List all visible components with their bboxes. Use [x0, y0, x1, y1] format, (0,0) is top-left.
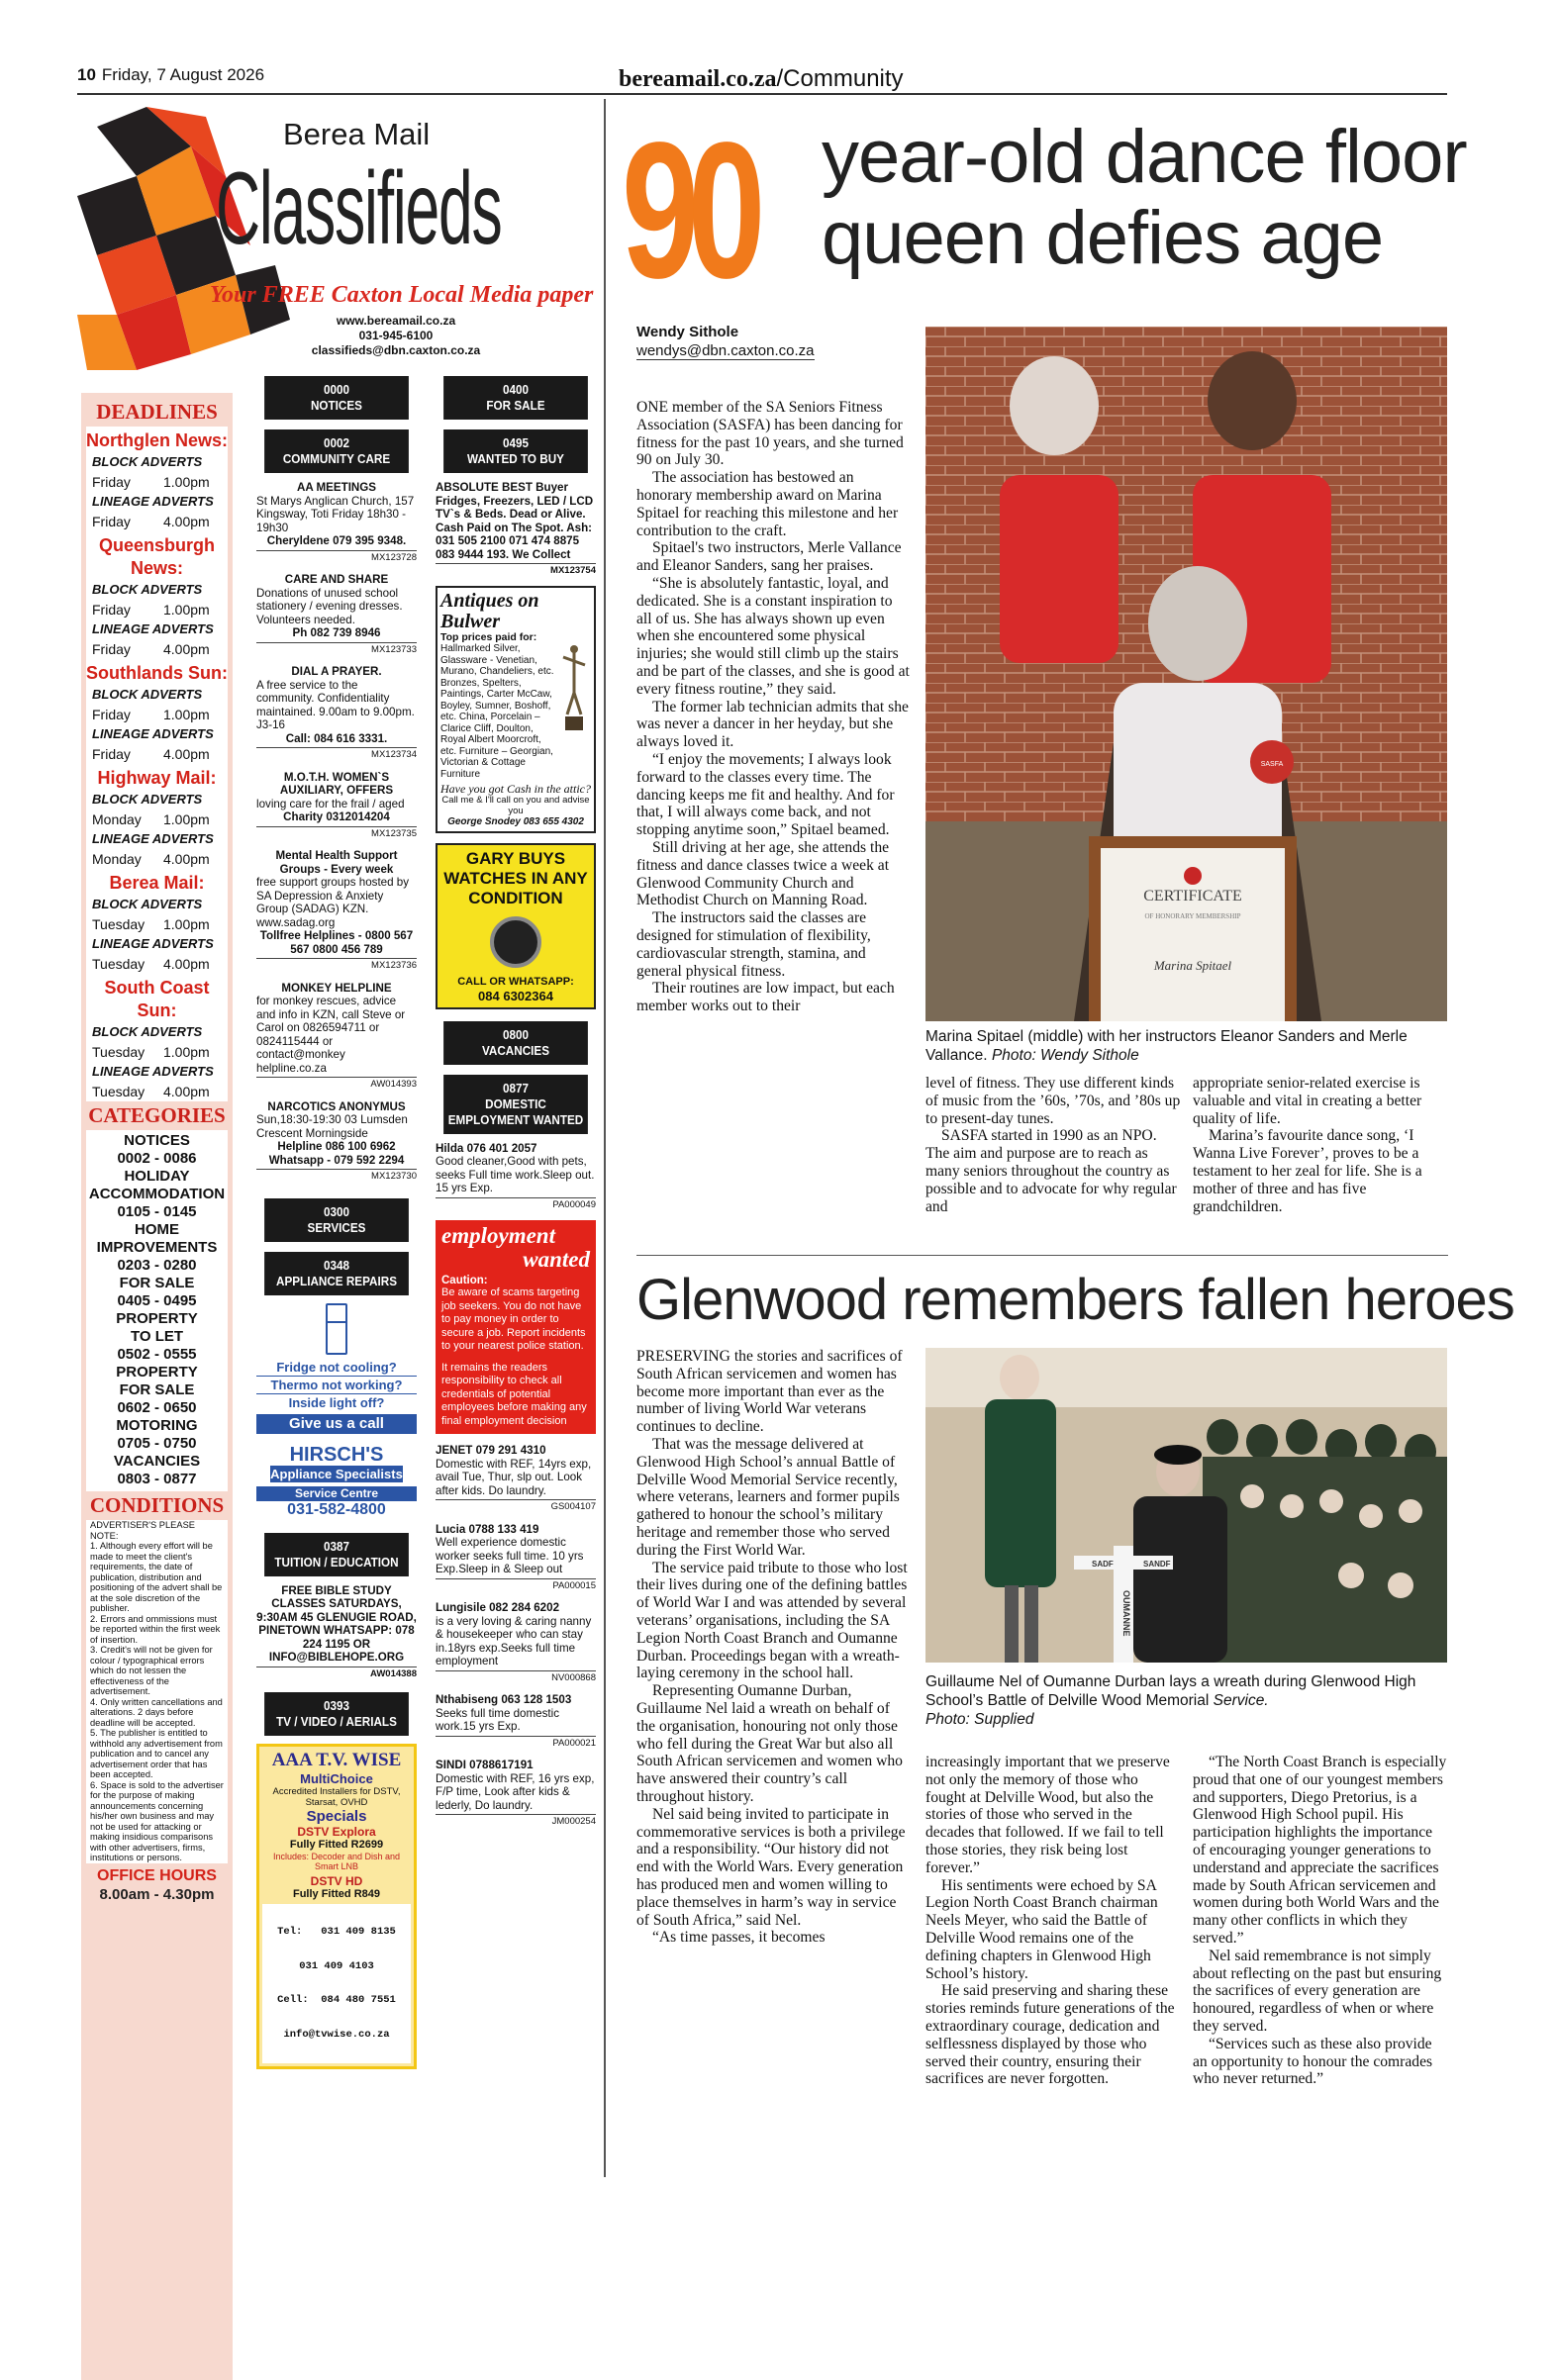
- deadline-day: Tuesday: [92, 916, 146, 932]
- paper-name: Southlands Sun:: [86, 663, 228, 683]
- deadline-time: 4.00pm: [163, 956, 210, 972]
- hirsch-line-2: Thermo not working?: [256, 1376, 417, 1393]
- gary-call: CALL OR WHATSAPP:: [457, 975, 574, 988]
- deadline-day: Monday: [92, 851, 142, 867]
- ad-text: Donations of unused school stationery / evening dresses. Volunteers needed.: [256, 586, 403, 626]
- ad-title: DIAL A PRAYER.: [291, 665, 382, 678]
- category-item: FOR SALE: [119, 1275, 195, 1291]
- worker-name: Lucia 0788 133 419: [436, 1522, 539, 1536]
- headline-1-line-1: year-old dance floor: [822, 115, 1467, 199]
- domestic-ad: [436, 1601, 596, 1684]
- antiques-top: Top prices paid for:: [440, 630, 537, 643]
- category-item: MOTORING: [116, 1417, 198, 1434]
- paper-name: Northglen News:: [86, 430, 229, 450]
- tvwise-email[interactable]: info@tvwise.co.za: [283, 2028, 390, 2041]
- tvwise-p1-includes: Includes: Decoder and Dish and Smart LNB: [272, 1852, 401, 1871]
- seniors-photo-illustration: [925, 327, 1447, 1021]
- category-item: 0105 - 0145: [117, 1203, 197, 1220]
- deadline-row: [86, 1042, 228, 1062]
- section-appliance-repairs: 0348 APPLIANCE REPAIRS: [264, 1252, 409, 1295]
- section-for-sale: 0400 FOR SALE: [443, 376, 588, 420]
- worker-reference: PA000021: [436, 1736, 596, 1751]
- logo-tagline: Your FREE Caxton Local Media paper: [210, 282, 594, 308]
- hirsch-call: Give us a call: [256, 1414, 417, 1434]
- caption-credit: Photo: Wendy Sithole: [991, 1047, 1139, 1064]
- tvwise-tel2: 031 409 4103: [299, 1959, 374, 1972]
- page-header-right: [619, 65, 904, 93]
- ad-text: for monkey rescues, advice and info in KZN, call Steve or Carol on 0826594711 or 0824115444 or contact@monkey helpline.co.za: [256, 995, 406, 1075]
- ad-title: Mental Health Support Groups - Every week: [275, 849, 398, 876]
- paper-name: Queensburgh News:: [98, 535, 215, 578]
- article-paragraph: appropriate senior-related exercise is valuable and vital in creating a better quality of life.: [1193, 1075, 1422, 1127]
- community-ad: [256, 849, 417, 973]
- community-ad: [256, 481, 417, 564]
- deadline-row: [86, 1082, 228, 1101]
- office-hours-times: 8.00am - 4.30pm: [99, 1885, 215, 1903]
- community-ad: [256, 665, 417, 762]
- ad-contact: Ph 082 739 8946: [292, 626, 381, 639]
- antiques-call: Call me & I'll call on you and advise you: [441, 795, 590, 816]
- deadline-row: [86, 639, 228, 659]
- deadline-paper: [86, 427, 228, 531]
- headline-2: Glenwood remembers fallen heroes: [636, 1268, 1514, 1332]
- memorial-photo-illustration: [925, 1348, 1447, 1663]
- tvwise-multichoice: MultiChoice: [300, 1771, 373, 1786]
- logo-brand: Berea Mail: [283, 117, 431, 151]
- caption-2-text: Guillaume Nel of Oumanne Durban lays a wreath during Glenwood High School’s Battle of Delville Wood Memorial: [925, 1673, 1416, 1709]
- article-paragraph: The instructors said the classes are designed for stimulation of flexibility, cardiovascular strength, stamina, and general physical fitness.: [636, 909, 871, 980]
- deadline-day: Monday: [92, 811, 142, 827]
- tvwise-cell: Cell: 084 480 7551: [277, 1994, 396, 2006]
- article-paragraph: Spitael's two instructors, Merle Vallance and Eleanor Sanders, sang her praises.: [636, 539, 902, 575]
- logo-contacts: [297, 314, 495, 358]
- worker-text: Good cleaner,Good with pets, seeks Full time work.Sleep out. 15 yrs Exp.: [436, 1155, 595, 1194]
- article-1-col-3: [1193, 1075, 1448, 1215]
- article-paragraph: SASFA started in 1990 as an NPO. The aim and purpose are to reach as many seniors throughout the country as possible and to advocate for why regular and: [925, 1127, 1177, 1215]
- section-wanted-to-buy: 0495 WANTED TO BUY: [443, 429, 588, 473]
- deadline-time: 1.00pm: [163, 916, 210, 932]
- cross-word: OUMANNE: [1121, 1590, 1131, 1637]
- category-item: 0705 - 0750: [117, 1435, 197, 1452]
- worker-text: Seeks full time domestic work.15 yrs Exp.: [436, 1706, 560, 1733]
- ad-reference: MX123734: [256, 747, 417, 762]
- deadline-row: [86, 705, 228, 724]
- section-tuition: 0387 TUITION / EDUCATION: [264, 1533, 409, 1576]
- header-rule: [77, 93, 1447, 95]
- deadline-day: BLOCK ADVERTS: [92, 454, 203, 469]
- deadline-day: BLOCK ADVERTS: [92, 897, 203, 911]
- byline: [636, 323, 815, 360]
- community-ad: [256, 573, 417, 656]
- category-item: 0502 - 0555: [117, 1346, 197, 1363]
- article-paragraph: Their routines are low impact, but each member works out to their: [636, 980, 895, 1015]
- employment-title-1: employment: [441, 1223, 555, 1248]
- tvwise-brand: AAA T.V. WISE: [271, 1750, 402, 1770]
- article-1-caption: [925, 1027, 1447, 1065]
- ad-contact: Tollfree Helplines - 0800 567 567 0800 456 789: [259, 929, 414, 956]
- deadline-day: Tuesday: [92, 1044, 146, 1060]
- hirsch-line-3: Inside light off?: [256, 1393, 417, 1411]
- domestic-ads-b: [436, 1444, 596, 1829]
- deadline-paper: [86, 974, 228, 1101]
- deadline-row: [86, 809, 228, 829]
- article-2-caption: [925, 1672, 1447, 1729]
- category-item: PROPERTY: [116, 1364, 198, 1380]
- worker-reference: PA000015: [436, 1578, 596, 1593]
- page-number: 10: [77, 65, 96, 84]
- tvwise-p2-price: Fully Fitted R849: [292, 1888, 381, 1900]
- worker-text: is a very loving & caring nanny & housekeeper who can stay in.18yrs exp.Seeks full time employment: [436, 1614, 592, 1667]
- worker-text: Domestic with REF, 14yrs exp, avail Tue, Thur, slp out. Look after kids. Do laundry.: [436, 1457, 592, 1497]
- section-domestic-wanted: 0877 DOMESTIC EMPLOYMENT WANTED: [443, 1075, 588, 1134]
- page-header-left: [77, 65, 264, 85]
- cross-label-right: SANDF: [1143, 1560, 1171, 1569]
- contact-website[interactable]: www.bereamail.co.za: [336, 314, 456, 328]
- category-list: [86, 1130, 228, 1491]
- deadline-row: [86, 849, 228, 869]
- ad-text: St Marys Anglican Church, 157 Kingsway, Toti Friday 18h30 - 19h30: [256, 494, 415, 534]
- deadline-row: [86, 934, 228, 954]
- article-paragraph: Still driving at her age, she attends the fitness and dance classes twice a week at Glenwood Community Church and Methodist Church on Manning Road.: [636, 838, 890, 909]
- worker-name: Lungisile 082 284 6202: [436, 1601, 560, 1614]
- deadline-time: 1.00pm: [163, 602, 210, 618]
- domestic-ad: [436, 1444, 596, 1514]
- article-paragraph: ONE member of the SA Seniors Fitness Association (SASFA) has been dancing for fitness for the past 10 years, and she turned 90 on July 30.: [636, 399, 904, 469]
- ad-contact: Charity 0312014204: [283, 810, 390, 823]
- deadline-time: 1.00pm: [163, 1044, 210, 1060]
- categories-heading: CATEGORIES: [86, 1101, 228, 1130]
- fridge-icon: [326, 1303, 347, 1355]
- antiques-title: Antiques on Bulwer: [440, 589, 539, 632]
- deadline-time: 1.00pm: [163, 811, 210, 827]
- worker-text: Domestic with REF, 16 yrs exp, F/P time, Look after kids & lederly, Do laundry.: [436, 1771, 595, 1812]
- tvwise-p2: DSTV HD: [310, 1874, 363, 1888]
- article-paragraph: Representing Oumanne Durban, Guillaume Nel laid a wreath on behalf of the organisation, honouring not only those who fell during the Great War but also all South African servicemen and women who have answered their country’s call throughout history.: [636, 1682, 903, 1805]
- contact-phone: 031-945-6100: [358, 329, 434, 342]
- hirsch-phone: 031-582-4800: [287, 1500, 386, 1518]
- author-email[interactable]: wendys@dbn.caxton.co.za: [636, 342, 815, 359]
- deadlines-heading: DEADLINES: [86, 398, 228, 427]
- deadline-row: [86, 790, 228, 809]
- deadlines-inner: [86, 398, 228, 1908]
- category-item: 0405 - 0495: [117, 1292, 197, 1309]
- cross-label-left: SADF: [1092, 1560, 1114, 1569]
- hirsch-sub: Appliance Specialists: [270, 1466, 403, 1481]
- hirsch-line-1: Fridge not cooling?: [276, 1359, 397, 1375]
- ad-contact: Helpline 086 100 6962 Whatsapp - 079 592 2294: [268, 1140, 405, 1167]
- ad-title: CARE AND SHARE: [284, 573, 389, 586]
- article-paragraph: He said preserving and sharing these stories reminds future generations of the extraordinary courage, dedication and selflessness displayed by those who served their country, ensuring their sacrifices are never forgotten.: [925, 1982, 1175, 2088]
- cert-subtitle: OF HONORARY MEMBERSHIP: [1144, 912, 1241, 920]
- domestic-ad: [436, 1523, 596, 1593]
- deadline-day: BLOCK ADVERTS: [92, 792, 203, 807]
- deadline-paper: [86, 659, 228, 764]
- tvwise-tel: Tel: 031 409 8135: [277, 1926, 396, 1938]
- ad-reference: MX123733: [256, 642, 417, 657]
- gary-buys-ad[interactable]: [436, 843, 596, 1009]
- category-item: NOTICES: [124, 1132, 190, 1149]
- article-paragraph: Nel said being invited to participate in commemorative services is both a privilege and a responsibility. “Our history did not end with the World Wars. Every generation has produced men and women willing to place themselves in harm’s way in service of South Africa,” said Nel.: [636, 1805, 906, 1929]
- tvwise-p1: DSTV Explora: [297, 1825, 376, 1839]
- deadline-day: Friday: [92, 514, 131, 529]
- category-item: 0002 - 0086: [117, 1150, 197, 1167]
- contact-email[interactable]: classifieds@dbn.caxton.co.za: [311, 343, 481, 357]
- community-ads: [256, 481, 417, 1184]
- deadline-paper: [86, 764, 228, 869]
- antiques-question: Have you got Cash in the attic?: [440, 782, 591, 796]
- category-item: ACCOMMODATION: [88, 1186, 226, 1202]
- deadline-day: LINEAGE ADVERTS: [92, 621, 214, 636]
- article-paragraph: Marina’s favourite dance song, ‘I Wanna Live Forever’, proves to be a testament to her zeal for life. She is a mother of three and has five grandchildren.: [1193, 1127, 1422, 1215]
- deadline-day: LINEAGE ADVERTS: [92, 831, 214, 846]
- office-hours: [86, 1863, 228, 1908]
- deadline-row: [86, 492, 228, 512]
- ad-text: loving care for the frail / aged: [256, 797, 405, 810]
- tvwise-p1-price: Fully Fitted R2699: [289, 1839, 384, 1851]
- article-paragraph: level of fitness. They use different kinds of music from the ’60s, ’70s, and ’80s up to present-day tunes.: [925, 1075, 1181, 1127]
- site-link[interactable]: bereamail.co.za: [619, 66, 777, 92]
- article-paragraph: The former lab technician admits that she was never a dancer in her heyday, but she always loved it.: [636, 698, 909, 751]
- cert-name: Marina Spitael: [1153, 958, 1232, 973]
- deadline-row: [86, 954, 228, 974]
- logo-title: Classifieds: [216, 151, 502, 266]
- ad-reference: MX123736: [256, 958, 417, 973]
- tvwise-installers: Accredited Installers for DSTV, Starsat, OVHD: [272, 1786, 401, 1808]
- deadline-row: [86, 1022, 228, 1042]
- deadline-day: LINEAGE ADVERTS: [92, 936, 214, 951]
- deadline-row: [86, 895, 228, 914]
- article-paragraph: PRESERVING the stories and sacrifices of South African servicemen and women has become more important than ever as the number of living World War veterans continues to decline.: [636, 1348, 903, 1436]
- caption-2-credit: Photo: Supplied: [925, 1711, 1034, 1728]
- deadline-day: Tuesday: [92, 1084, 146, 1099]
- category-item: HOME: [135, 1221, 179, 1238]
- deadline-row: [86, 600, 228, 619]
- bible-study-ad: FREE BIBLE STUDY CLASSES SATURDAYS, 9:30AM 45 GLENUGIE ROAD, PINETOWN WHATSAPP: 078 224 1195 OR INFO@BIBLEHOPE.ORG AW014388: [256, 1583, 417, 1679]
- article-paragraph: “The North Coast Branch is especially proud that one of our youngest members and supporters, Diego Pretorius, is a Glenwood High School pupil. His participation highlights the importance of encouraging younger generations to understand and appreciate the sacrifices made by South African servicemen and women during both World Wars and the many other conflicts in which they served.”: [1193, 1754, 1447, 1947]
- sasfa-badge: SASFA: [1260, 761, 1284, 768]
- article-paragraph: That was the message delivered at Glenwood High School’s annual Battle of Delville Wood Memorial Service recently, where veterans, learners and former pupils gathered to honour the school’s military heritage and remember those who served during the First World War.: [636, 1435, 900, 1559]
- headline-number: 90: [622, 102, 754, 319]
- deadline-row: [86, 1062, 228, 1082]
- deadline-time: 4.00pm: [163, 641, 210, 657]
- deadline-row: [86, 452, 228, 472]
- deadline-row: [86, 685, 228, 705]
- article-1-col-2: [925, 1075, 1181, 1215]
- article-paragraph: Nel said remembrance is not simply about reflecting on the past but ensuring the sacrifices of every generation are honoured, regardless of when or where they served.: [1193, 1947, 1442, 2035]
- worker-reference: JM000254: [436, 1814, 596, 1829]
- deadline-row: [86, 914, 228, 934]
- deadline-row: [86, 724, 228, 744]
- domestic-ad: [436, 1759, 596, 1829]
- deadline-paper: [86, 531, 228, 659]
- section-services: 0300 SERVICES: [264, 1198, 409, 1242]
- article-2-photo: [925, 1348, 1447, 1663]
- deadline-paper: [86, 869, 228, 974]
- ad-text: Sun,18:30-19:30 03 Lumsden Crescent Morningside: [256, 1113, 408, 1140]
- deadline-time: 1.00pm: [163, 474, 210, 490]
- article-paragraph: The service paid tribute to those who lost their lives during one of the defining battles of World War I and was attended by several veterans’ organisations, including the SA Legion North Coast Branch and Oumanne Durban. Proceedings began with a wreath-laying ceremony in the school hall.: [636, 1559, 908, 1682]
- deadline-time: 4.00pm: [163, 514, 210, 529]
- deadline-day: Tuesday: [92, 956, 146, 972]
- deadline-row: [86, 580, 228, 600]
- domestic-ad: [436, 1693, 596, 1750]
- category-item: 0203 - 0280: [117, 1257, 197, 1274]
- hirsch-service-centre: Service Centre: [256, 1486, 417, 1501]
- worker-reference: GS004107: [436, 1499, 596, 1514]
- ad-title: AA MEETINGS: [296, 481, 377, 494]
- employment-title-2: wanted: [523, 1247, 590, 1272]
- conditions-heading: CONDITIONS: [86, 1491, 228, 1520]
- article-2-col-1: [636, 1348, 910, 1947]
- deadline-row: [86, 472, 228, 492]
- gary-phone: 084 6302364: [478, 988, 553, 1003]
- hirsch-ad[interactable]: [256, 1303, 417, 1519]
- antiques-contact: George Snodey 083 655 4302: [447, 816, 584, 827]
- paper-name: Berea Mail:: [109, 873, 205, 893]
- caption-2-end: Service.: [1213, 1692, 1269, 1709]
- ad-title: NARCOTICS ANONYMUS: [267, 1099, 406, 1113]
- cert-title: CERTIFICATE: [1143, 888, 1242, 904]
- article-1-photo: [925, 327, 1447, 1021]
- category-item: FOR SALE: [119, 1381, 195, 1398]
- deadline-day: BLOCK ADVERTS: [92, 687, 203, 702]
- section-community-care: 0002 COMMUNITY CARE: [264, 429, 409, 473]
- ad-reference: MX123728: [256, 550, 417, 565]
- issue-date: Friday, 7 August 2026: [101, 65, 265, 84]
- deadline-time: 1.00pm: [163, 707, 210, 722]
- deadline-row: [86, 619, 228, 639]
- deadline-day: BLOCK ADVERTS: [92, 1024, 203, 1039]
- deadline-day: BLOCK ADVERTS: [92, 582, 203, 597]
- statue-icon: [557, 643, 591, 780]
- classifieds-column-1: [256, 376, 417, 2069]
- ad-contact: Call: 084 616 3331.: [285, 731, 388, 745]
- article-paragraph: “As time passes, it becomes: [652, 1929, 826, 1947]
- watch-icon: [490, 916, 541, 968]
- deadline-day: Friday: [92, 641, 131, 657]
- tv-wise-ad[interactable]: [256, 1744, 417, 2069]
- column-divider: [604, 99, 606, 2177]
- article-paragraph: “She is absolutely fantastic, loyal, and dedicated. She is a constant inspiration to all of us. She has always shown up even when she encountered some physical injuries; she would still climb up the stairs and be part of the classes, and she is good at every fitness routine,” they said.: [636, 574, 910, 698]
- deadline-time: 4.00pm: [163, 851, 210, 867]
- deadline-row: [86, 744, 228, 764]
- classifieds-column-2: [436, 376, 596, 1838]
- deadline-day: Friday: [92, 707, 131, 722]
- gary-title: GARY BUYS WATCHES IN ANY CONDITION: [443, 848, 588, 907]
- article-2-col-2: [925, 1754, 1181, 2088]
- employment-caution: Caution:: [441, 1275, 488, 1286]
- deadline-day: LINEAGE ADVERTS: [92, 1064, 214, 1079]
- absolute-best-ad: ABSOLUTE BEST Buyer Fridges, Freezers, LED / LCD TV`s & Beds. Dead or Alive. Cash Paid on The Spot. Ash: 031 505 2100 071 474 8875 083 9444 193. We Collect MX123754: [436, 481, 596, 576]
- category-item: TO LET: [130, 1328, 184, 1345]
- worker-name: Hilda 076 401 2057: [436, 1141, 537, 1155]
- worker-reference: NV000868: [436, 1670, 596, 1685]
- antiques-ad[interactable]: [436, 586, 596, 833]
- paper-name: South Coast Sun:: [104, 978, 210, 1020]
- deadline-day: Friday: [92, 474, 131, 490]
- ad-reference: AW014393: [256, 1077, 417, 1092]
- tvwise-specials: Specials: [306, 1808, 367, 1825]
- article-separator: [636, 1255, 1448, 1256]
- article-paragraph: The association has bestowed an honorary membership award on Marina Spitael for reaching this milestone and her contribution to the craft.: [636, 469, 899, 539]
- deadline-day: Friday: [92, 602, 131, 618]
- ad-reference: MX123730: [256, 1169, 417, 1184]
- conditions-text: ADVERTISER'S PLEASE NOTE: 1. Although every effort will be made to meet the client's requirements, the date of publication, distribution and positioning of the advert shall be at the sole discretion of the publisher. 2. Errors and ommissions must be reported within the first week of insertion. 3. Credit's will not be given for colour / typographical errors which do not lessen the effectiveness of the advertisement. 4. Only written cancellations and alterations. 2 days before deadline will be accepted. 5. The publisher is entitled to withhold any advertisement from publication and to cancel any advertisement order that has been accepted. 6. Space is sold to the advertiser for the purpose of making announcements concerning his/her own business and may not be used for attacking or making insidious comparisons with other advertisers, firms, institutions or persons.: [90, 1520, 224, 1862]
- article-paragraph: increasingly important that we preserve not only the memory of those who fought at Delville Wood, but also the stories of those who served in the decades that followed. If we fail to tell those stories, they risk being lost forever.”: [925, 1754, 1170, 1876]
- worker-reference: PA000049: [436, 1197, 596, 1212]
- community-ad: [256, 982, 417, 1092]
- section-tv-video: 0393 TV / VIDEO / AERIALS: [264, 1692, 409, 1736]
- hirsch-brand: HIRSCH'S: [289, 1443, 384, 1466]
- category-item: 0602 - 0650: [117, 1399, 197, 1416]
- community-ad: [256, 771, 417, 841]
- section-vacancies: 0800 VACANCIES: [443, 1021, 588, 1065]
- category-item: 0803 - 0877: [117, 1471, 197, 1487]
- article-paragraph: “Services such as these also provide an opportunity to honour the comrades who never returned.”: [1193, 2035, 1433, 2088]
- author-name: Wendy Sithole: [636, 324, 739, 340]
- article-paragraph: “I enjoy the movements; I always look forward to the classes every time. The dancing keeps me fit and healthy. And for that, I will always come back, and not stopping anytime soon,” Spitael beamed.: [636, 750, 895, 839]
- deadlines-column: [81, 393, 233, 2380]
- category-item: VACANCIES: [113, 1453, 201, 1470]
- community-ad: [256, 1100, 417, 1184]
- ad-text: A free service to the community. Confidentiality maintained. 9.00am to 9.00pm. J3-16: [256, 678, 415, 731]
- article-1-col-1: [636, 399, 910, 1015]
- ad-title: M.O.T.H. WOMEN`S AUXILIARY, OFFERS: [279, 770, 394, 797]
- article-2-col-3: [1193, 1754, 1448, 2088]
- employment-text: Be aware of scams targeting job seekers. You do not have to pay money in order to secure a job. Report incidents to your nearest police station.: [441, 1286, 586, 1352]
- worker-text: Well experience domestic worker seeks full time. 10 yrs Exp.Sleep in & Sleep out: [436, 1536, 584, 1575]
- domestic-ads-a: [436, 1142, 596, 1212]
- article-paragraph: His sentiments were echoed by SA Legion North Coast Branch chairman Neels Meyer, who said the Battle of Delville Wood remains one of the defining chapters in Glenwood High School’s history.: [925, 1876, 1158, 1982]
- deadline-day: LINEAGE ADVERTS: [92, 494, 214, 509]
- antiques-body: Hallmarked Silver, Glassware - Venetian, Murano, Chandeliers, etc. Bronzes, Spelters, Paintings, Carter McCaw, Boyley, Sumner, Boshoff, etc. China, Porcelain – Clarice Cliff, Doulton, Royal Albert Moorcroft, etc. Furniture – Georgian, Victorian & Cottage Furniture: [440, 643, 554, 780]
- headline-1: [822, 117, 1467, 279]
- worker-name: Nthabiseng 063 128 1503: [436, 1693, 572, 1706]
- employment-text-2: It remains the readers responsibility to check all credentials of potential employees before making any final employment decision: [441, 1361, 587, 1427]
- section-notices: 0000 NOTICES: [264, 376, 409, 420]
- ad-reference: MX123735: [256, 826, 417, 841]
- worker-name: SINDI 0788617191: [436, 1759, 534, 1771]
- employment-wanted-ad: [436, 1220, 596, 1434]
- headline-1-line-2: queen defies age: [822, 196, 1384, 280]
- deadline-row: [86, 829, 228, 849]
- worker-name: JENET 079 291 4310: [436, 1444, 546, 1457]
- ad-title: MONKEY HELPLINE: [281, 981, 392, 995]
- deadline-day: LINEAGE ADVERTS: [92, 726, 214, 741]
- category-item: IMPROVEMENTS: [96, 1239, 218, 1256]
- category-item: PROPERTY: [116, 1310, 198, 1327]
- caption-text: Marina Spitael (middle) with her instructors Eleanor Sanders and Merle Vallance.: [925, 1028, 1408, 1064]
- paper-name: Highway Mail:: [97, 768, 217, 788]
- ad-contact: Cheryldene 079 395 9348.: [266, 534, 407, 547]
- domestic-ad: [436, 1142, 596, 1212]
- deadline-time: 4.00pm: [163, 1084, 210, 1099]
- deadline-row: [86, 512, 228, 531]
- deadline-papers: [86, 427, 228, 1101]
- office-hours-title: OFFICE HOURS: [97, 1866, 217, 1884]
- section-name: /Community: [776, 65, 904, 92]
- category-item: HOLIDAY: [124, 1168, 190, 1185]
- ad-text: free support groups hosted by SA Depression & Anxiety Group (SADAG) KZN. www.sadag.org: [256, 876, 410, 929]
- deadline-day: Friday: [92, 746, 131, 762]
- deadline-time: 4.00pm: [163, 746, 210, 762]
